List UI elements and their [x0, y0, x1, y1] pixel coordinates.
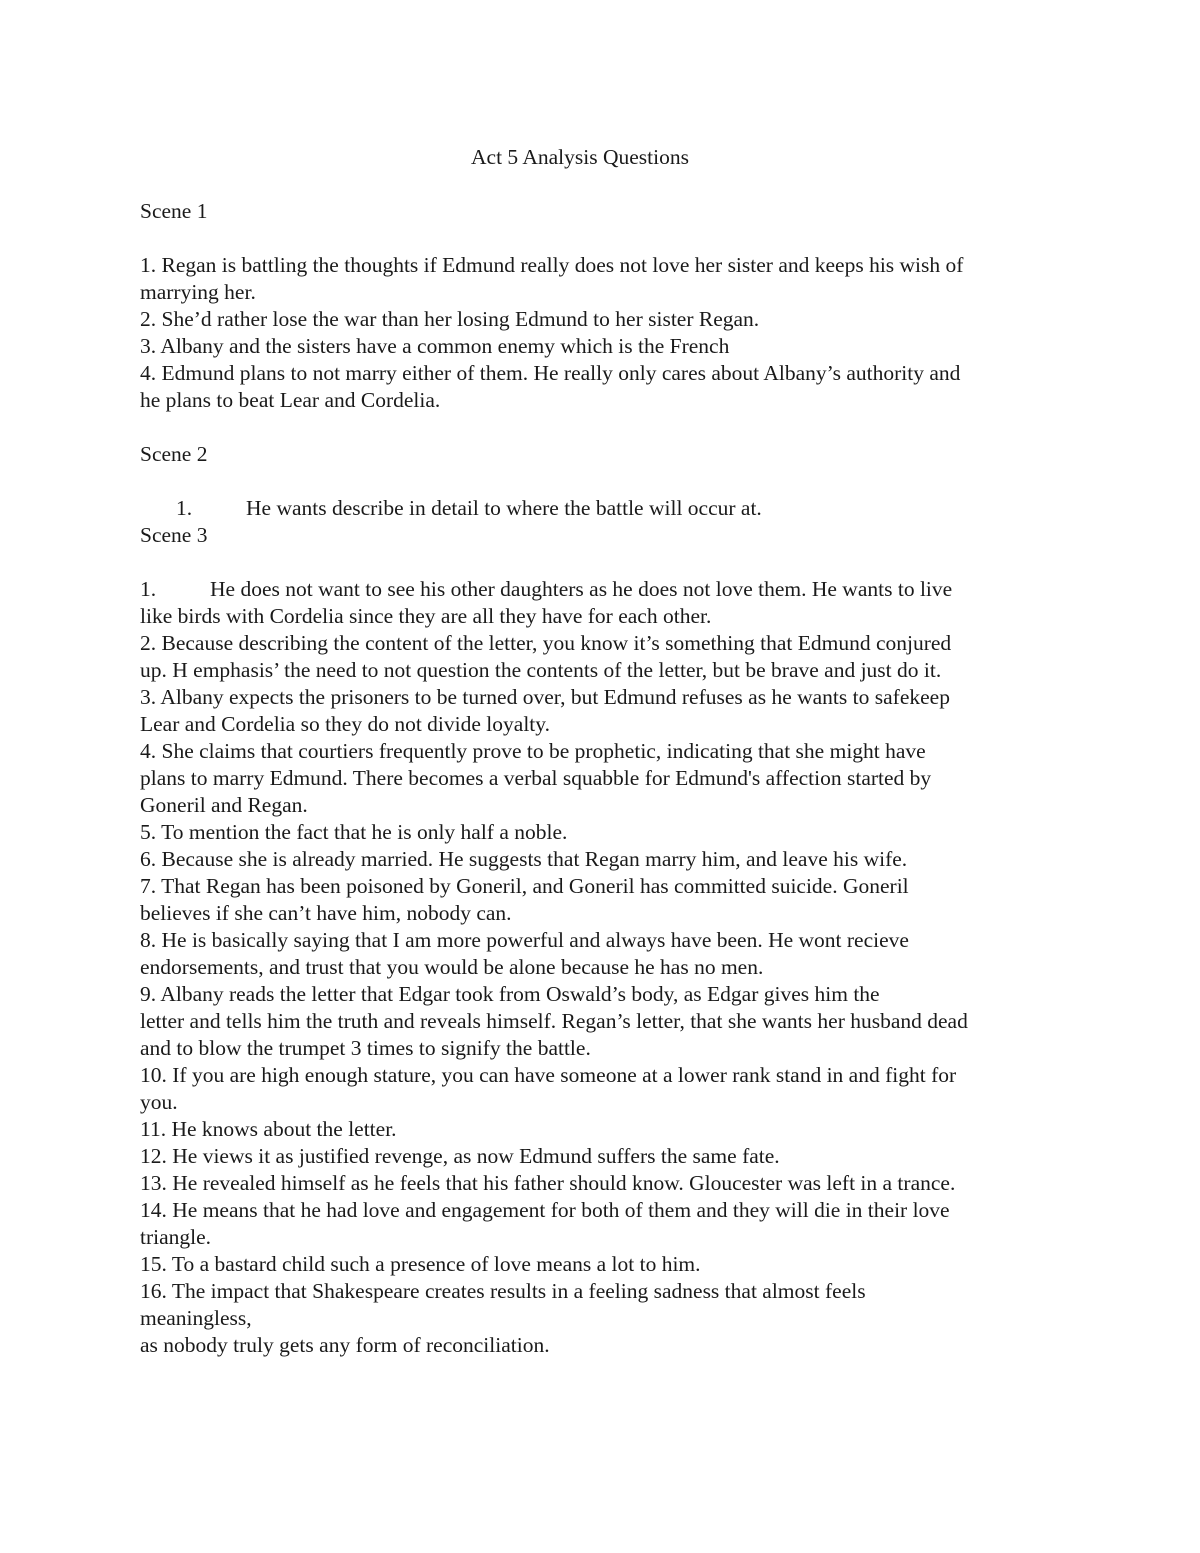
scene-3-line: as nobody truly gets any form of reconciliation. [140, 1333, 550, 1357]
scene-3-line: 12. He views it as justified revenge, as now Edmund suffers the same fate. [140, 1144, 780, 1168]
scene-3-line: 6. Because she is already married. He suggests that Regan marry him, and leave his wife. [140, 847, 908, 871]
scene-1-line: marrying her. [140, 280, 256, 304]
scene-3-line: 10. If you are high enough stature, you can have someone at a lower rank stand in and fight for [140, 1063, 957, 1087]
scene-3-line: like birds with Cordelia since they are all they have for each other. [140, 604, 712, 628]
scene-2-item-text: He wants describe in detail to where the battle will occur at. [246, 496, 762, 520]
scene-1-heading: Scene 1 [140, 199, 208, 223]
scene-3-line: 2. Because describing the content of the letter, you know it’s something that Edmund conjured [140, 631, 952, 655]
scene-3-heading: Scene 3 [140, 523, 208, 547]
scene-3-line: believes if she can’t have him, nobody can. [140, 901, 512, 925]
scene-3-line: endorsements, and trust that you would be alone because he has no men. [140, 955, 764, 979]
scene-3-line: 7. That Regan has been poisoned by Goneril, and Goneril has committed suicide. Goneril [140, 874, 909, 898]
scene-3-line: 9. Albany reads the letter that Edgar took from Oswald’s body, as Edgar gives him the [140, 982, 880, 1006]
document-title: Act 5 Analysis Questions [471, 145, 689, 169]
scene-3-line: 16. The impact that Shakespeare creates results in a feeling sadness that almost feels [140, 1279, 866, 1303]
scene-3-line: 14. He means that he had love and engagement for both of them and they will die in their love [140, 1198, 950, 1222]
scene-3-line: 3. Albany expects the prisoners to be turned over, but Edmund refuses as he wants to safekeep [140, 685, 950, 709]
scene-3-line: 8. He is basically saying that I am more powerful and always have been. He wont recieve [140, 928, 909, 952]
scene-1-line: he plans to beat Lear and Cordelia. [140, 388, 441, 412]
scene-3-line: 13. He revealed himself as he feels that his father should know. Gloucester was left in a trance. [140, 1171, 956, 1195]
scene-3-line: 15. To a bastard child such a presence of love means a lot to him. [140, 1252, 701, 1276]
scene-3-line: up. H emphasis’ the need to not question the contents of the letter, but be brave and just do it. [140, 658, 942, 682]
scene-3-line: 5. To mention the fact that he is only half a noble. [140, 820, 568, 844]
scene-1-line: 1. Regan is battling the thoughts if Edmund really does not love her sister and keeps his wish of [140, 253, 964, 277]
scene-3-item-text: He does not want to see his other daughters as he does not love them. He wants to live [210, 577, 953, 601]
scene-3-line: meaningless, [140, 1306, 252, 1330]
scene-3-item-number: 1. [140, 577, 157, 601]
scene-3-line: plans to marry Edmund. There becomes a verbal squabble for Edmund's affection started by [140, 766, 932, 790]
scene-1-line: 4. Edmund plans to not marry either of them. He really only cares about Albany’s authority and [140, 361, 961, 385]
scene-2-heading: Scene 2 [140, 442, 208, 466]
scene-3-line: letter and tells him the truth and reveals himself. Regan’s letter, that she wants her husband dead [140, 1009, 968, 1033]
scene-3-line: Goneril and Regan. [140, 793, 308, 817]
scene-3-line: and to blow the trumpet 3 times to signify the battle. [140, 1036, 591, 1060]
scene-2-item-number: 1. [176, 496, 193, 520]
scene-1-line: 3. Albany and the sisters have a common enemy which is the French [140, 334, 730, 358]
scene-3-line: 11. He knows about the letter. [140, 1117, 397, 1141]
scene-1-line: 2. She’d rather lose the war than her losing Edmund to her sister Regan. [140, 307, 760, 331]
scene-3-line: Lear and Cordelia so they do not divide loyalty. [140, 712, 550, 736]
scene-3-line: you. [140, 1090, 178, 1114]
scene-3-line: triangle. [140, 1225, 212, 1249]
scene-3-line: 4. She claims that courtiers frequently prove to be prophetic, indicating that she might have [140, 739, 926, 763]
